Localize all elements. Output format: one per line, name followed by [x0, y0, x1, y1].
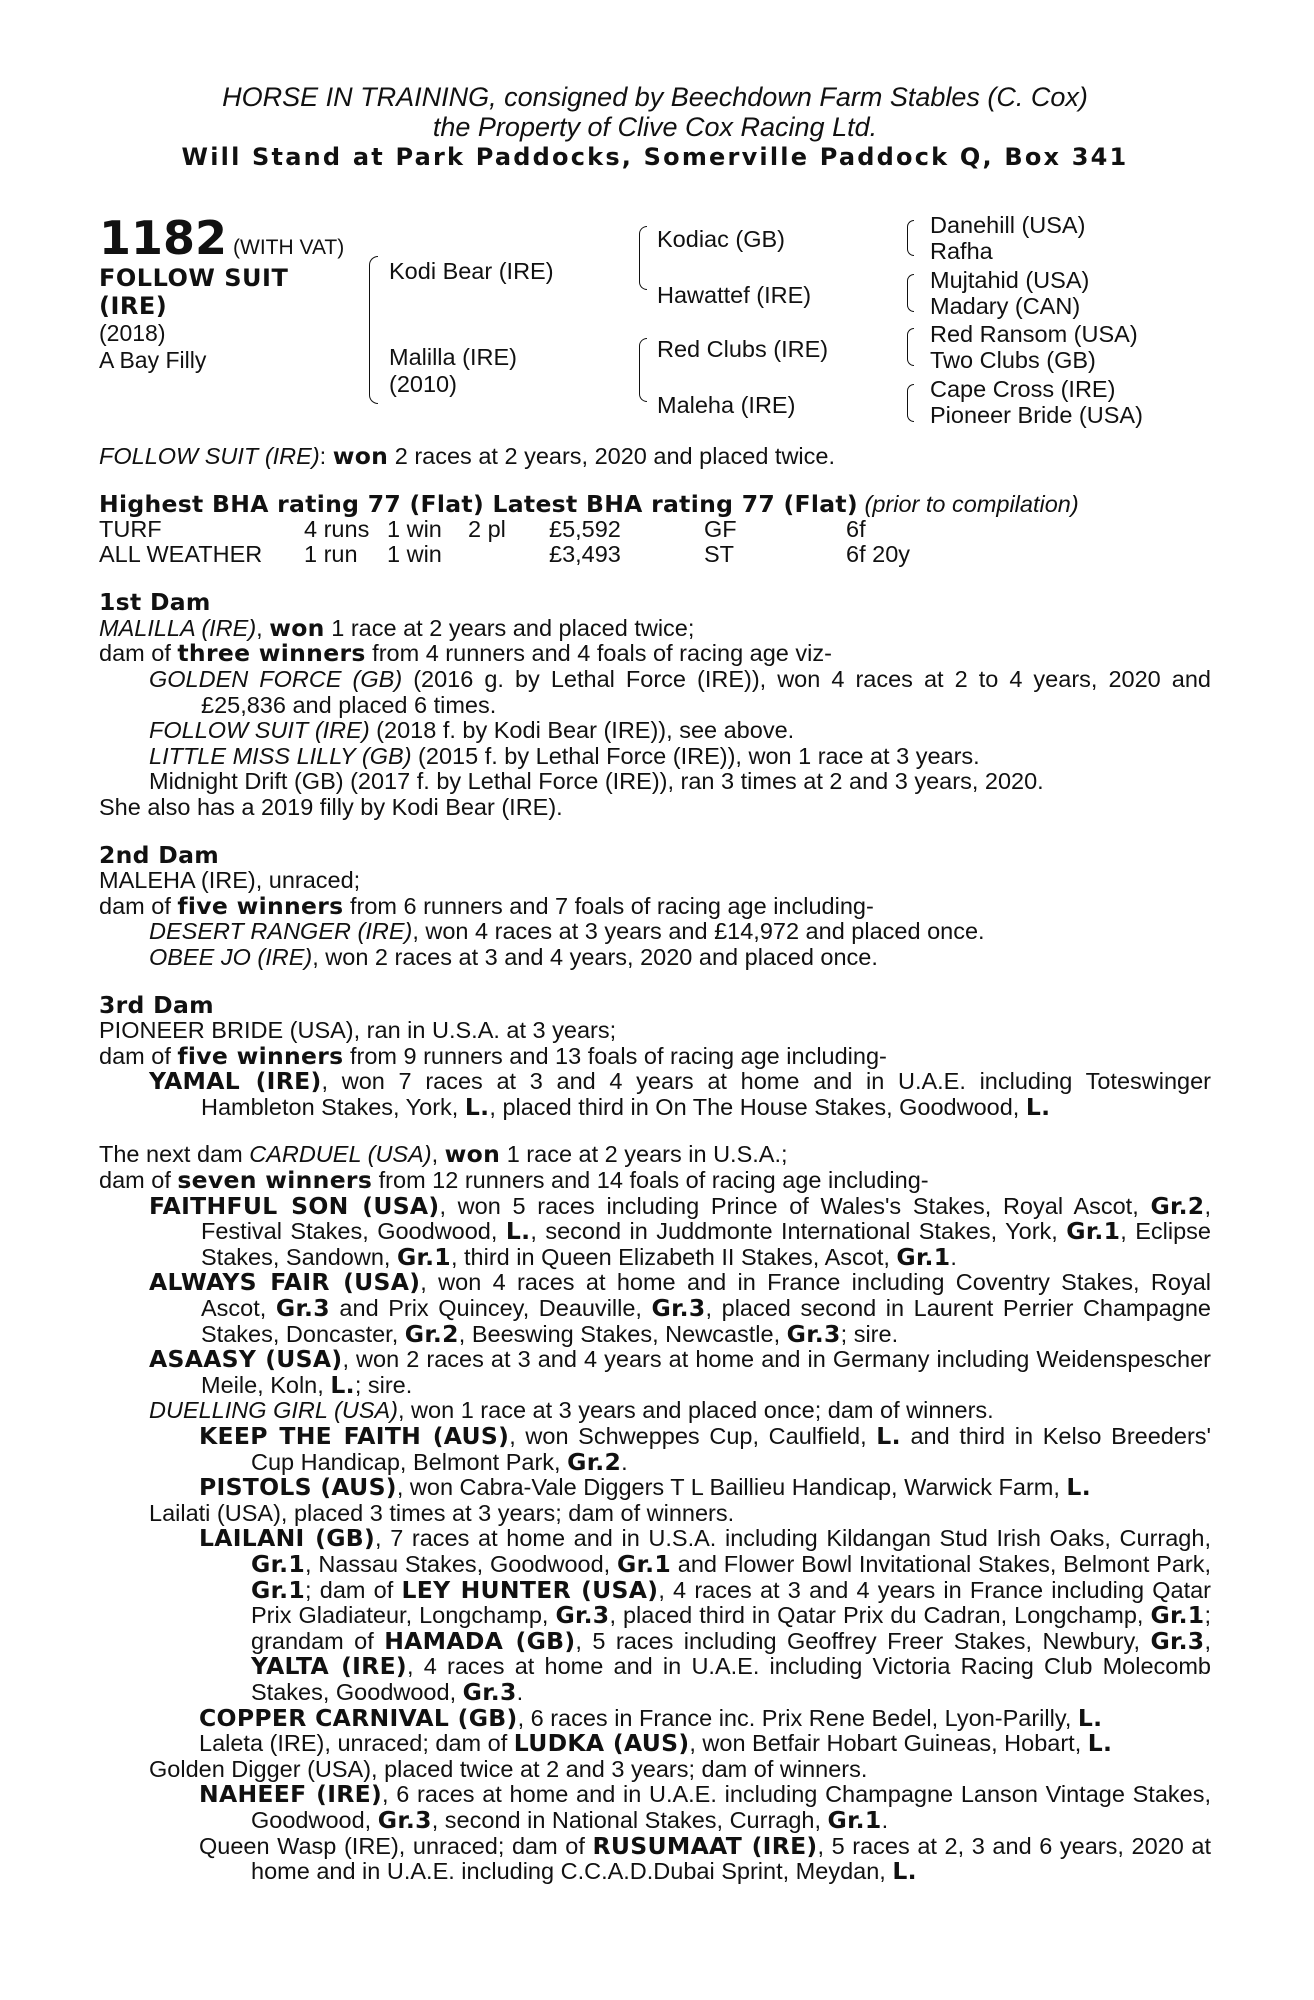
rating-line: Highest BHA rating 77 (Flat) Latest BHA rating 77 (Flat) (prior to compilation) [99, 489, 1079, 518]
produce-note: She also has a 2019 filly by Kodi Bear (IRE). [99, 793, 563, 820]
third-dam-heading: 3rd Dam [99, 990, 214, 1019]
produce-entry: KEEP THE FAITH (AUS), won Schweppes Cup, Caulfield, L. and third in Kelso Breeders' Cup Handicap, Belmont Park, Gr.2. [199, 1422, 1211, 1476]
bracket-gen1 [369, 256, 378, 404]
first-dam-heading: 1st Dam [99, 588, 211, 617]
produce-entry: DUELLING GIRL (USA), won 1 race at 3 years and placed once; dam of winners. [149, 1397, 994, 1424]
turf-going: GF [704, 516, 737, 543]
race-summary: FOLLOW SUIT (IRE): won 2 races at 2 years, 2020 and placed twice. [99, 442, 835, 470]
dam-year: (2010) [389, 371, 457, 397]
turf-placed: 2 pl [468, 516, 506, 543]
turf-runs: 4 runs [304, 516, 370, 543]
produce-entry: LITTLE MISS LILLY (GB) (2015 f. by Lethal Force (IRE)), won 1 race at 3 years. [149, 742, 980, 769]
dam-sire-sire: Red Ransom (USA) [930, 321, 1138, 347]
turf-prize: £5,592 [549, 516, 621, 543]
bracket-gen3-2 [907, 274, 914, 312]
produce-entry: Golden Digger (USA), placed twice at 2 and 3 years; dam of winners. [149, 1755, 868, 1782]
vat-note: (WITH VAT) [233, 236, 345, 259]
produce-entry: Laleta (IRE), unraced; dam of LUDKA (AUS), won Betfair Hobart Guineas, Hobart, L. [199, 1729, 1113, 1758]
bracket-gen2-sire [639, 226, 647, 290]
dam-dam-dam: Pioneer Bride (USA) [930, 402, 1143, 428]
sire-sire: Kodiac (GB) [657, 226, 785, 252]
sire-sire-sire: Danehill (USA) [930, 212, 1086, 238]
aw-going: ST [704, 541, 735, 568]
lot-number: 1182 [99, 211, 228, 265]
dam-dam: Maleha (IRE) [657, 392, 796, 418]
bracket-gen3-4 [907, 384, 914, 422]
aw-wins: 1 win [387, 541, 442, 568]
horse-name: FOLLOW SUIT [99, 264, 289, 292]
produce-entry: LAILANI (GB), 7 races at home and in U.S.A. including Kildangan Stud Irish Oaks, Curragh, Gr.1, Nassau Stakes, Goodwood, Gr.1 and Flower Bowl Invitational Stakes, Belmont Park, Gr.1; dam of LEY HUNTER (USA), 4 races at 3 and 4 years in France including Qatar Prix Gladiateur, Longchamp, Gr.3, placed third in Qatar Prix du Cadran, Longchamp, Gr.1; grandam of HAMADA (GB), 5 races including Geoffrey Freer Stakes, Newbury, Gr.3, YALTA (IRE), 4 races at home and in U.A.E. including Victoria Racing Club Molecomb Stakes, Goodwood, Gr.3. [199, 1524, 1211, 1706]
produce-entry: ASAASY (USA), won 2 races at 3 and 4 years at home and in Germany including Weidenspescher Meile, Koln, L.; sire. [149, 1345, 1211, 1399]
turf-distance: 6f [846, 516, 866, 543]
produce-entry: NAHEEF (IRE), 6 races at home and in U.A.E. including Champagne Lanson Vintage Stakes, Goodwood, Gr.3, second in National Stakes, Curragh, Gr.1. [199, 1780, 1211, 1834]
bracket-gen2-dam [639, 338, 647, 402]
produce-entry: PISTOLS (AUS), won Cabra-Vale Diggers T L Baillieu Handicap, Warwick Farm, L. [199, 1473, 1091, 1502]
aw-distance: 6f 20y [846, 541, 911, 568]
dam: Malilla (IRE) [389, 344, 517, 370]
sire-dam: Hawattef (IRE) [657, 282, 812, 308]
surface-turf: TURF [99, 516, 162, 543]
sire-sire-dam: Rafha [930, 238, 993, 264]
third-dam-section: 3rd Dam PIONEER BRIDE (USA), ran in U.S.A. at 3 years; dam of five winners from 9 runners and 13 foals of racing age including- YAMAL (IRE), won 7 races at 3 and 4 years at home and in U.A.E. including Toteswinger Hambleton Stakes, York, L., placed third in On The House Stakes, Goodwood, L. [99, 990, 1212, 1121]
rating-section [99, 489, 1211, 569]
produce-entry: YAMAL (IRE), won 7 races at 3 and 4 years at home and in U.A.E. including Toteswinger Hambleton Stakes, York, L., placed third in On The House Stakes, Goodwood, L. [149, 1067, 1212, 1121]
form-table [99, 517, 1211, 568]
produce-entry: FAITHFUL SON (USA), won 5 races including Prince of Wales's Stakes, Royal Ascot, Gr.2, Festival Stakes, Goodwood, L., second in Juddmonte International Stakes, York, Gr.1, Eclipse Stakes, Sandown, Gr.1, third in Queen Elizabeth II Stakes, Ascot, Gr.1. [149, 1191, 1211, 1271]
produce-entry: DESERT RANGER (IRE), won 4 races at 3 years and £14,972 and placed once. [149, 918, 985, 945]
produce-entry: COPPER CARNIVAL (GB), 6 races in France inc. Prix Rene Bedel, Lyon-Parilly, L. [199, 1703, 1103, 1732]
produce-entry: Lailati (USA), placed 3 times at 3 years; dam of winners. [149, 1499, 735, 1526]
aw-runs: 1 run [304, 541, 358, 568]
lot-info [99, 212, 344, 374]
sire: Kodi Bear (IRE) [389, 258, 554, 284]
horse-description: A Bay Filly [99, 347, 207, 373]
bracket-gen3-1 [907, 220, 914, 256]
horse-origin: (IRE) [99, 292, 168, 320]
sire-dam-sire: Mujtahid (USA) [930, 267, 1090, 293]
aw-prize: £3,493 [549, 541, 621, 568]
produce-entry: GOLDEN FORCE (GB) (2016 g. by Lethal Force (IRE)), won 4 races at 2 to 4 years, 2020 and £25,836 and placed 6 times. [149, 665, 1211, 718]
surface-aw: ALL WEATHER [99, 541, 263, 568]
first-dam-section: 1st Dam MALILLA (IRE), won 1 race at 2 years and placed twice; dam of three winners from 4 runners and 4 foals of racing age viz- GOLDEN FORCE (GB) (2016 g. by Lethal Force (IRE)), won 4 races at 2 to 4 years, 2020 and £25,836 and placed 6 times. FOLLOW SUIT (IRE) (2018 f. by Kodi Bear (IRE)), see above. LITTLE MISS LILLY (GB) (2015 f. by Lethal Force (IRE)), won 1 race at 3 years. Midnight Drift (GB) (2017 f. by Lethal Force (IRE)), ran 3 times at 2 and 3 years, 2020. She also has a 2019 filly by Kodi Bear (IRE). [99, 588, 1211, 820]
dam-dam-sire: Cape Cross (IRE) [930, 376, 1116, 402]
turf-wins: 1 win [387, 516, 442, 543]
consignor-line: HORSE IN TRAINING, consigned by Beechdown Farm Stables (C. Cox) [222, 82, 1088, 112]
catalogue-page [99, 82, 1211, 1885]
pedigree-block [99, 212, 1211, 444]
produce-entry: Midnight Drift (GB) (2017 f. by Lethal Force (IRE)), ran 3 times at 2 and 3 years, 2020. [149, 768, 1044, 795]
second-dam-section: 2nd Dam MALEHA (IRE), unraced; dam of five winners from 6 runners and 7 foals of racing age including- DESERT RANGER (IRE), won 4 races at 3 years and £14,972 and placed once. OBEE JO (IRE), won 2 races at 3 and 4 years, 2020 and placed once. [99, 843, 1211, 971]
second-dam-heading: 2nd Dam [99, 840, 220, 869]
owner-line: the Property of Clive Cox Racing Ltd. [432, 112, 878, 142]
dam-sire: Red Clubs (IRE) [657, 336, 829, 362]
bracket-gen3-3 [907, 328, 914, 366]
produce-entry: OBEE JO (IRE), won 2 races at 3 and 4 years, 2020 and placed once. [149, 943, 878, 970]
stand-location: Will Stand at Park Paddocks, Somerville Paddock Q, Box 341 [181, 143, 1129, 171]
next-dam-section: The next dam CARDUEL (USA), won 1 race at 2 years in U.S.A.; dam of seven winners from 12 runners and 14 foals of racing age including- FAITHFUL SON (USA), won 5 races including Prince of Wales's Stakes, Royal Ascot, Gr.2, Festival Stakes, Goodwood, L., second in Juddmonte International Stakes, York, Gr.1, Eclipse Stakes, Sandown, Gr.1, third in Queen Elizabeth II Stakes, Ascot, Gr.1. ALWAYS FAIR (USA), won 4 races at home and in France including Coventry Stakes, Royal Ascot, Gr.3 and Prix Quincey, Deauville, Gr.3, placed second in Laurent Perrier Champagne Stakes, Doncaster, Gr.2, Beeswing Stakes, Newcastle, Gr.3; sire. ASAASY (USA), won 2 races at 3 and 4 years at home and in Germany including Weidenspescher Meile, Koln, L.; sire. DUELLING GIRL (USA), won 1 race at 3 years and placed once; dam of winners. KEEP THE FAITH (AUS), won Schweppes Cup, Caulfield, L. and third in Kelso Breeders' Cup Handicap, Belmont Park, Gr.2. PISTOLS (AUS), won Cabra-Vale Diggers T L Baillieu Handicap, Warwick Farm, L. Lailati (USA), placed 3 times at 3 years; dam of winners. LAILANI (GB), 7 races at home and in U.S.A. including Kildangan Stud Irish Oaks, Curragh, Gr.1, Nassau Stakes, Goodwood, Gr.1 and Flower Bowl Invitational Stakes, Belmont Park, Gr.1; dam of LEY HUNTER (USA), 4 races at 3 and 4 years in France including Qatar Prix Gladiateur, Longchamp, Gr.3, placed third in Qatar Prix du Cadran, Longchamp, Gr.1; grandam of HAMADA (GB), 5 races including Geoffrey Freer Stakes, Newbury, Gr.3, YALTA (IRE), 4 races at home and in U.A.E. including Victoria Racing Club Molecomb Stakes, Goodwood, Gr.3. COPPER CARNIVAL (GB), 6 races in France inc. Prix Rene Bedel, Lyon-Parilly, L. Laleta (IRE), unraced; dam of LUDKA (AUS), won Betfair Hobart Guineas, Hobart, L. Golden Digger (USA), placed twice at 2 and 3 years; dam of winners. NAHEEF (IRE), 6 races at home and in U.A.E. including Champagne Lanson Vintage Stakes, Goodwood, Gr.3, second in National Stakes, Curragh, Gr.1. Queen Wasp (IRE), unraced; dam of RUSUMAAT (IRE), 5 races at 2, 3 and 6 years, 2020 at home and in U.A.E. including C.C.A.D.Dubai Sprint, Meydan, L. [99, 1140, 1211, 1886]
foaling-year: (2018) [99, 320, 166, 346]
consignment-header [99, 82, 1211, 172]
produce-entry: ALWAYS FAIR (USA), won 4 races at home and in France including Coventry Stakes, Royal Ascot, Gr.3 and Prix Quincey, Deauville, Gr.3, placed second in Laurent Perrier Champagne Stakes, Doncaster, Gr.2, Beeswing Stakes, Newcastle, Gr.3; sire. [149, 1268, 1211, 1348]
produce-entry: FOLLOW SUIT (IRE) (2018 f. by Kodi Bear (IRE)), see above. [149, 717, 795, 744]
dam-sire-dam: Two Clubs (GB) [930, 347, 1096, 373]
produce-entry: Queen Wasp (IRE), unraced; dam of RUSUMAAT (IRE), 5 races at 2, 3 and 6 years, 2020 at home and in U.A.E. including C.C.A.D.Dubai Sprint, Meydan, L. [199, 1831, 1211, 1886]
sire-dam-dam: Madary (CAN) [930, 293, 1081, 319]
